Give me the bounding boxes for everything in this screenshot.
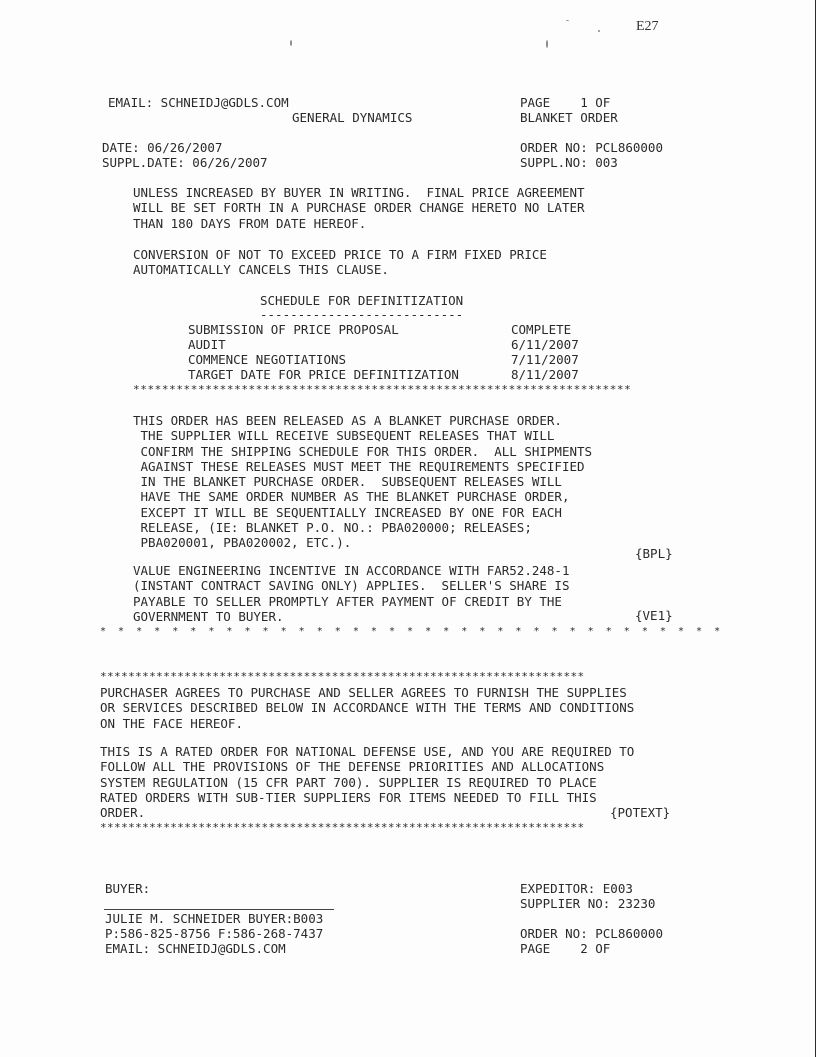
buyer-email: EMAIL: SCHNEIDJ@GDLS.COM bbox=[105, 941, 286, 956]
spaced-star-separator: * * * * * * * * * * * * * * * * * * * * * * * * * * * * * * * * * * * bbox=[100, 626, 721, 637]
footer-page: PAGE 2 OF bbox=[520, 941, 611, 956]
buyer-signature-line bbox=[104, 909, 334, 910]
schedule-value: COMPLETE bbox=[511, 322, 572, 337]
star-separator: ********************************************************************* bbox=[100, 670, 585, 683]
scan-speck bbox=[566, 20, 569, 21]
blanket-order-paragraph: THIS ORDER HAS BEEN RELEASED AS A BLANKET PURCHASE ORDER. THE SUPPLIER WILL RECEIVE SUBSEQUENT RELEASES THAT WILL CONFIRM THE SHIPPING SCHEDULE FOR THIS ORDER. ALL SHIPMENTS AGAINST THESE RELEASES MUST MEET THE REQUIREMENTS SPECIFIED IN THE BLANKET PURCHASE ORDER. SUBSEQUENT RELEASES WILL HAVE THE SAME ORDER NUMBER AS THE BLANKET PURCHASE ORDER, EXCEPT IT WILL BE SEQUENTIALLY INCREASED BY ONE FOR EACH RELEASE, (IE: BLANKET P.O. NO.: PBA020000; RELEASES; PBA020001, PBA020002, ETC.). bbox=[133, 413, 593, 551]
header-email: EMAIL: SCHNEIDJ@GDLS.COM bbox=[108, 95, 289, 110]
schedule-item: SUBMISSION OF PRICE PROPOSAL bbox=[188, 322, 399, 337]
order-number: ORDER NO: PCL860000 bbox=[520, 140, 663, 155]
schedule-item: AUDIT bbox=[188, 337, 226, 352]
rated-order-paragraph: THIS IS A RATED ORDER FOR NATIONAL DEFENSE USE, AND YOU ARE REQUIRED TO FOLLOW ALL THE PROVISIONS OF THE DEFENSE PRIORITIES AND ALLOCATIONS SYSTEM REGULATION (15 CFR PART 700). SUPPLIER IS REQUIRED TO PLACE RATED ORDERS WITH SUB-TIER SUPPLIERS FOR ITEMS NEEDED TO FILL THIS ORDER. bbox=[100, 744, 635, 821]
order-date: DATE: 06/26/2007 bbox=[102, 140, 223, 155]
schedule-item: TARGET DATE FOR PRICE DEFINITIZATION bbox=[188, 367, 459, 382]
supplier-number: SUPPLIER NO: 23230 bbox=[520, 896, 656, 911]
schedule-title: SCHEDULE FOR DEFINITIZATION bbox=[260, 293, 464, 308]
page-stamp: E27 bbox=[636, 19, 659, 34]
scan-speck bbox=[290, 40, 292, 46]
buyer-phone: P:586-825-8756 F:586-268-7437 bbox=[105, 926, 324, 941]
schedule-value: 7/11/2007 bbox=[511, 352, 579, 367]
company-name: GENERAL DYNAMICS bbox=[292, 110, 413, 125]
purchaser-agreement-paragraph: PURCHASER AGREES TO PURCHASE AND SELLER AGREES TO FURNISH THE SUPPLIES OR SERVICES DESCRIBED BELOW IN ACCORDANCE WITH THE TERMS AND CONDITIONS ON THE FACE HEREOF. bbox=[100, 685, 635, 731]
buyer-name: JULIE M. SCHNEIDER BUYER:B003 bbox=[105, 911, 324, 926]
header-page: PAGE 1 OF bbox=[520, 95, 611, 110]
scan-speck bbox=[598, 30, 600, 32]
star-separator: ********************************************************************* bbox=[100, 821, 585, 834]
clause-code-ve1: {VE1} bbox=[635, 608, 673, 623]
schedule-item: COMMENCE NEGOTIATIONS bbox=[188, 352, 347, 367]
expeditor: EXPEDITOR: E003 bbox=[520, 881, 633, 896]
conversion-paragraph: CONVERSION OF NOT TO EXCEED PRICE TO A FIRM FIXED PRICE AUTOMATICALLY CANCELS THIS CLAUSE. bbox=[133, 247, 547, 278]
clause-code-potext: {POTEXT} bbox=[610, 805, 671, 820]
scan-speck bbox=[546, 40, 548, 48]
schedule-title-underline: --------------------------- bbox=[260, 307, 464, 322]
schedule-value: 8/11/2007 bbox=[511, 367, 579, 382]
value-engineering-paragraph: VALUE ENGINEERING INCENTIVE IN ACCORDANCE WITH FAR52.248-1 (INSTANT CONTRACT SAVING ONLY) APPLIES. SELLER'S SHARE IS PAYABLE TO SELLER PROMPTLY AFTER PAYMENT OF CREDIT BY THE GOVERNMENT TO BUYER. bbox=[133, 563, 570, 624]
order-type: BLANKET ORDER bbox=[520, 110, 618, 125]
price-agreement-paragraph: UNLESS INCREASED BY BUYER IN WRITING. FINAL PRICE AGREEMENT WILL BE SET FORTH IN A PURCHASE ORDER CHANGE HERETO NO LATER THAN 180 DAYS FROM DATE HEREOF. bbox=[133, 185, 585, 231]
schedule-value: 6/11/2007 bbox=[511, 337, 579, 352]
footer-order-number: ORDER NO: PCL860000 bbox=[520, 926, 663, 941]
supplement-number: SUPPL.NO: 003 bbox=[520, 155, 618, 170]
buyer-label: BUYER: bbox=[105, 881, 151, 896]
supplement-date: SUPPL.DATE: 06/26/2007 bbox=[102, 155, 268, 170]
clause-code-bpl: {BPL} bbox=[635, 546, 673, 561]
star-separator: ********************************************************************* bbox=[133, 383, 632, 396]
